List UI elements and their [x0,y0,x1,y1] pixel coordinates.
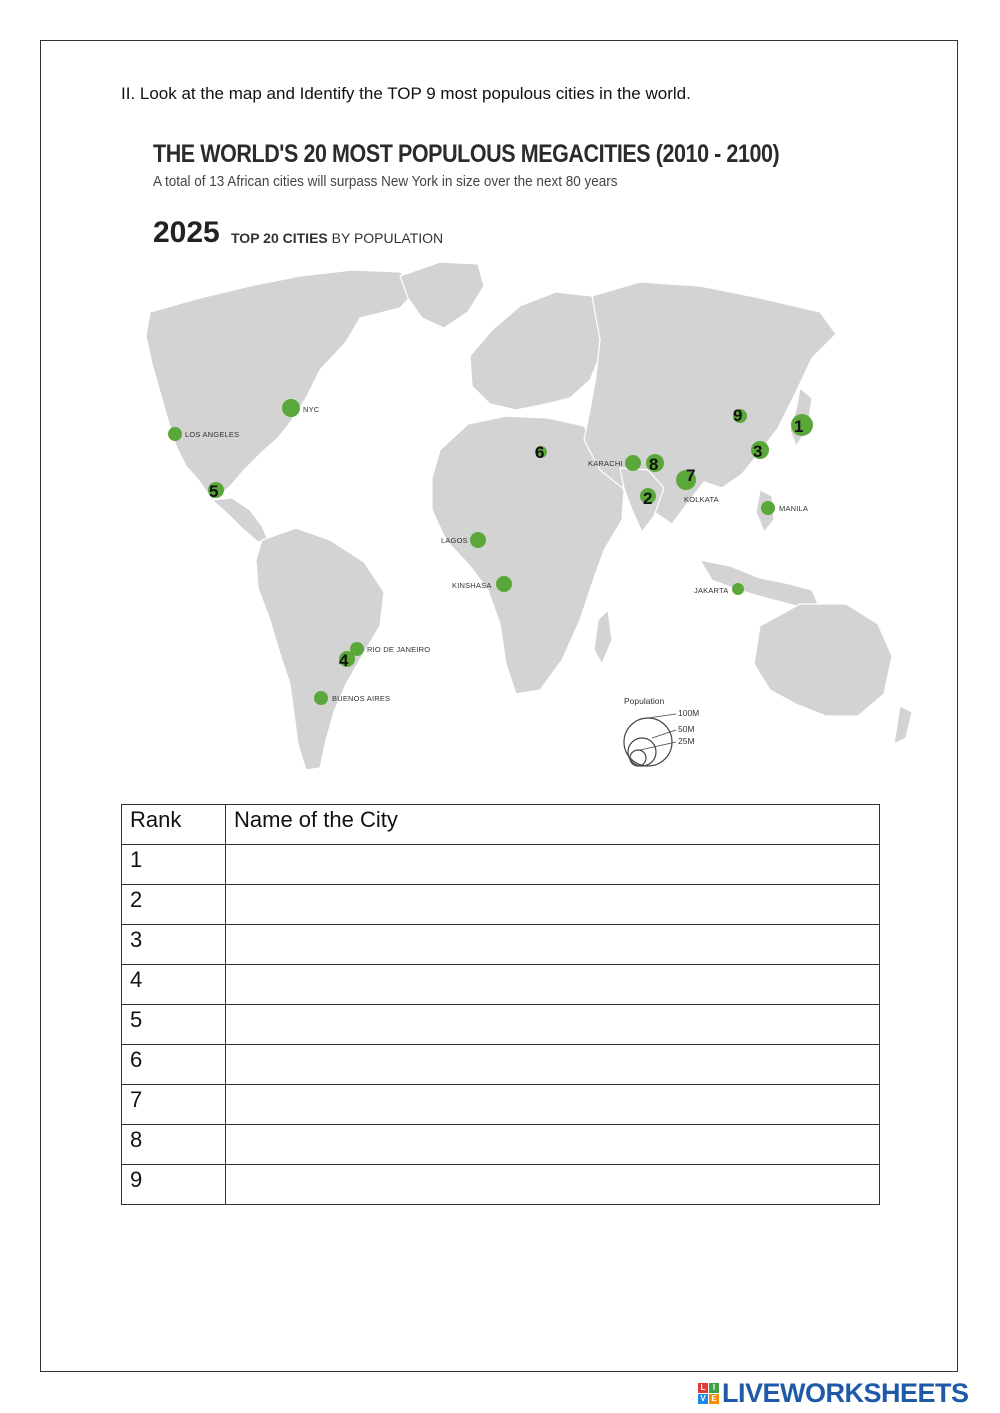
city-label: BUENOS AIRES [332,694,391,703]
madagascar-landmass [594,610,612,664]
map-subtitle: A total of 13 African cities will surpass New York in size over the next 80 years [153,173,618,190]
instruction-text: II. Look at the map and Identify the TOP 9 most populous cities in the world. [121,84,691,103]
table-row [122,1125,880,1165]
logo-text: LIVEWORKSHEETS [722,1377,969,1408]
table-row [122,1165,880,1205]
table-row [122,885,880,925]
map-title: THE WORLD'S 20 MOST POPULOUS MEGACITIES (2010 - 2100) [153,140,780,168]
southeast-asia-islands [700,560,818,606]
rank-cell: 6 [122,1045,226,1085]
rank-number: 8 [649,455,659,474]
rank-cell: 8 [122,1125,226,1165]
rank-column-header: Rank [122,805,226,845]
new-zealand-landmass [894,706,912,744]
city-label: KOLKATA [684,495,719,504]
city-answer-field[interactable] [234,927,871,962]
city-answer-cell[interactable] [226,1085,880,1125]
city-answer-cell[interactable] [226,1005,880,1045]
rank-number: 6 [535,443,545,462]
city-dot [282,399,300,417]
legend-title: Population [624,696,665,706]
rank-cell: 9 [122,1165,226,1205]
rank-cell: 3 [122,925,226,965]
legend-circle-large [624,718,672,766]
city-answer-cell[interactable] [226,885,880,925]
city-answer-cell[interactable] [226,925,880,965]
table-row [122,1045,880,1085]
rank-number: 4 [339,651,349,670]
legend-value: 100M [678,708,700,718]
city-dot [470,532,486,548]
city-answer-cell[interactable] [226,1045,880,1085]
city-answer-field[interactable] [234,1167,871,1202]
rank-number: 3 [753,442,763,461]
city-answer-field[interactable] [234,1007,871,1042]
city-label: JAKARTA [694,586,729,595]
city-dot [625,455,641,471]
city-answer-field[interactable] [234,967,871,1002]
rank-cell: 7 [122,1085,226,1125]
table-row [122,965,880,1005]
city-label: KINSHASA [452,581,492,590]
city-answer-field[interactable] [234,1127,871,1162]
city-dot [761,501,775,515]
rank-cell: 2 [122,885,226,925]
australia-landmass [754,604,892,716]
map-year: 2025 [153,216,220,249]
city-answer-cell[interactable] [226,1165,880,1205]
south-america-landmass [256,528,384,770]
city-answer-cell[interactable] [226,845,880,885]
rank-number: 9 [733,406,743,425]
city-column-header: Name of the City [226,805,880,845]
city-label: MANILA [779,504,809,513]
city-label: LOS ANGELES [185,430,240,439]
city-dot [496,576,512,592]
central-america-landmass [212,498,268,542]
north-america-landmass [146,270,418,500]
legend-value: 50M [678,724,695,734]
table-row [122,1005,880,1045]
rank-number: 1 [794,417,804,436]
liveworksheets-logo[interactable] [698,1378,969,1408]
table-row [122,925,880,965]
greenland-landmass [400,262,484,328]
city-answer-cell[interactable] [226,965,880,1005]
rank-number: 7 [686,466,696,485]
city-label: NYC [303,405,320,414]
answer-table [121,804,880,1205]
population-legend [624,696,699,766]
legend-value: 25M [678,736,695,746]
table-row [122,1085,880,1125]
city-answer-field[interactable] [234,1087,871,1122]
rank-number: 5 [209,482,219,501]
map-year-label: TOP 20 CITIES BY POPULATION [231,230,444,246]
rank-cell: 5 [122,1005,226,1045]
rank-number: 2 [643,489,653,508]
rank-cell: 4 [122,965,226,1005]
europe-landmass [470,292,604,410]
city-answer-field[interactable] [234,1047,871,1082]
table-row [122,845,880,885]
city-answer-field[interactable] [234,847,871,882]
city-dot [314,691,328,705]
city-label: LAGOS [441,536,468,545]
city-dot [732,583,744,595]
city-label: KARACHI [588,459,623,468]
table-header-row [122,805,880,845]
city-answer-cell[interactable] [226,1125,880,1165]
city-label: RIO DE JANEIRO [367,645,431,654]
city-dot [168,427,182,441]
logo-icon: L I V E [698,1383,719,1404]
rank-cell: 1 [122,845,226,885]
city-answer-field[interactable] [234,887,871,922]
